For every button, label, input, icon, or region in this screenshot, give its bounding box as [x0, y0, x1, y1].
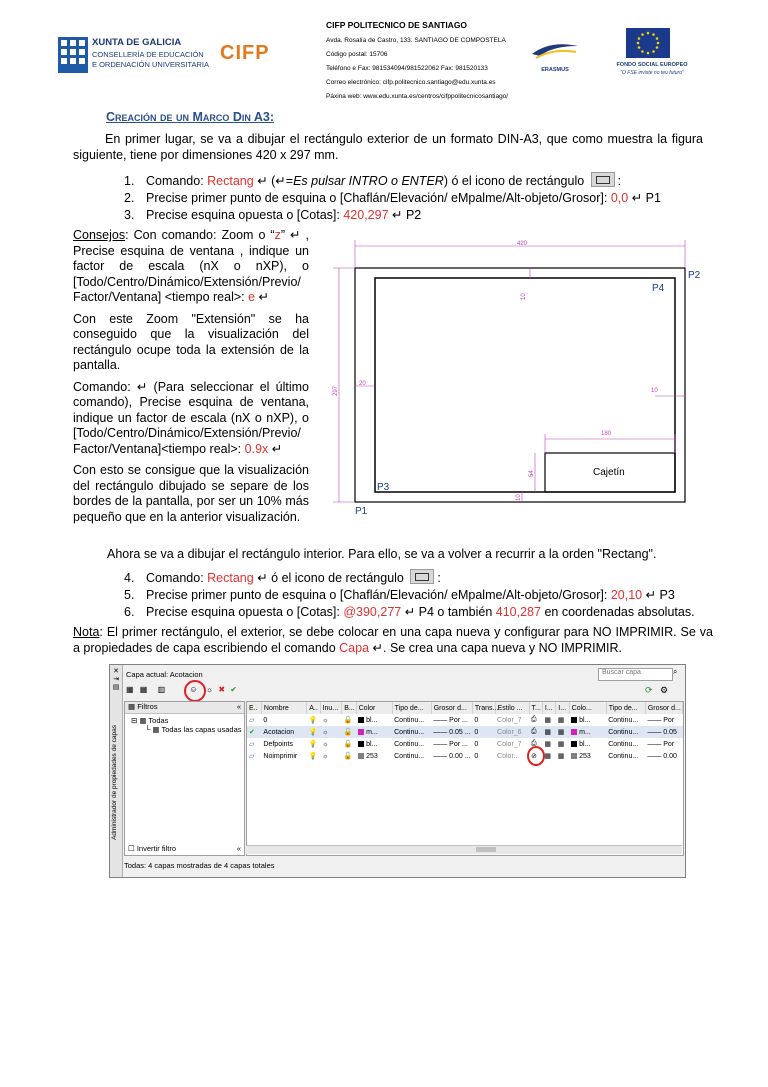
plot-style[interactable]: Color_7	[497, 740, 522, 748]
layer-status-icon[interactable]: ▱	[249, 741, 255, 748]
palette-title: Administrador de propiedades de capas	[111, 725, 118, 840]
column-header[interactable]: I...	[542, 702, 555, 714]
column-header[interactable]: Tipo de...	[606, 702, 645, 714]
filter-icon: ▦	[128, 702, 136, 711]
vp-linetype[interactable]: Continu...	[608, 728, 639, 736]
layer-row[interactable]	[247, 714, 683, 726]
group-filter-icon[interactable]: ▦	[139, 685, 148, 694]
column-header[interactable]: I...	[556, 702, 569, 714]
color-swatch	[571, 717, 577, 723]
properties-icon[interactable]: ▤	[112, 684, 120, 691]
new-vp-freeze-icon[interactable]: ▦	[557, 729, 565, 736]
plot-style[interactable]: Color...	[497, 752, 520, 760]
no-plot-icon[interactable]: ⊘	[529, 750, 542, 762]
layer-name[interactable]: Defpoints	[263, 740, 293, 748]
layer-manager-window	[109, 664, 686, 878]
steps-inner-rect	[124, 569, 724, 621]
column-header[interactable]: Estilo ...	[495, 702, 529, 714]
color-swatch	[571, 729, 577, 735]
steps-outer-rect	[124, 172, 714, 224]
column-header[interactable]: B...	[342, 702, 356, 714]
new-vp-freeze-icon[interactable]: ▦	[557, 741, 565, 748]
layer-name[interactable]: 0	[263, 716, 268, 724]
erasmus-logo: ERASMUS	[530, 38, 580, 78]
filters-header: Filtros	[137, 702, 158, 711]
consejos-p2: Con este Zoom "Extensión" se ha conseguido que la visualización del rectángulo ocupe toda la extensión de la pantalla.	[73, 311, 309, 372]
dim-180: 180	[601, 431, 612, 437]
step-item: 6. Precise esquina opuesta o [Cotas]: @390,277 ↵ P4 o también 410,287 en coordenadas absolutas.	[124, 605, 695, 619]
layer-row[interactable]	[247, 726, 683, 738]
new-filter-icon[interactable]: ▦	[126, 685, 134, 694]
color-swatch	[571, 753, 577, 759]
dim-297: 297	[333, 385, 339, 396]
dim-10-bottom: 10	[516, 494, 522, 501]
dim-20: 20	[359, 381, 366, 387]
plot-style[interactable]: Color_6	[497, 728, 522, 736]
layer-lineweight[interactable]: —— 0.05 ...	[433, 728, 471, 736]
layer-linetype[interactable]: Continu...	[394, 728, 425, 736]
column-header[interactable]: Grosor d...	[645, 702, 682, 714]
layer-linetype[interactable]: Continu...	[394, 716, 425, 724]
school-info	[326, 18, 536, 102]
section-title: Creación de un Marco Din A3:	[106, 110, 275, 124]
vp-freeze-icon[interactable]: ▦	[544, 753, 552, 760]
fse-logo: FONDO SOCIAL EUROPEO "O FSE inviste no teu futuro"	[606, 28, 698, 80]
column-header[interactable]: E..	[247, 702, 261, 714]
search-icon[interactable]: ⌕	[673, 667, 678, 676]
layer-search-input[interactable]: Buscar capa	[598, 668, 673, 681]
rectangle-tool-icon	[410, 569, 434, 584]
consejos-p3: Comando: ↵ (Para seleccionar el último comando), Precise esquina de ventana, indique un factor de escala (nX o nXP), o [Todo/Centro/Dinámico/Extensión/Previo/ Factor/Ventana]<tiempo real>: 0.9x ↵	[73, 379, 309, 456]
layer-color[interactable]: bl...	[356, 738, 392, 750]
delete-layer-icon[interactable]: ✖	[218, 685, 226, 694]
layer-row[interactable]	[247, 738, 683, 750]
lock-icon[interactable]: 🔓	[343, 741, 353, 748]
plot-icon[interactable]: ⎙	[531, 728, 537, 735]
vp-lineweight[interactable]: —— 0.05	[647, 728, 677, 736]
current-layer-label: Capa actual: Acotacion	[126, 670, 203, 679]
layer-lineweight[interactable]: —— 0.00 ...	[433, 752, 471, 760]
layer-lineweight[interactable]: —— Por ...	[433, 716, 468, 724]
consejos-p4: Con esto se consigue que la visualización del rectángulo dibujado se separe de los bordes de la pantalla, por ser un 10% más pequeño que en la anterior visualización.	[73, 463, 309, 524]
highlight-circle	[184, 680, 206, 702]
tree-all[interactable]: ⊟ ▦ Todas	[131, 716, 169, 725]
column-header[interactable]: Colo...	[569, 702, 606, 714]
set-current-icon[interactable]: ✔	[230, 685, 237, 694]
filter-tree-panel	[124, 701, 245, 856]
freeze-icon[interactable]: ☼	[322, 728, 329, 736]
new-vp-freeze-icon[interactable]: ▦	[557, 717, 565, 724]
cajetin-label: Cajetín	[593, 467, 625, 478]
on-off-icon[interactable]: 💡	[308, 717, 318, 724]
vp-freeze-icon[interactable]: ▦	[544, 717, 552, 724]
layer-transparency[interactable]: 0	[474, 752, 479, 760]
vp-color[interactable]: bl...	[569, 714, 606, 726]
collapse-icon[interactable]: «	[236, 702, 241, 711]
step-item: 1. Comando: Rectang ↵ (↵=Es pulsar INTRO o ENTER) ó el icono de rectángulo :	[124, 174, 622, 188]
school-phone: Teléfono e Fax: 981534094/981522062 Fax: 981520133	[326, 65, 488, 72]
column-header[interactable]: A..	[307, 702, 320, 714]
palette-side-strip	[110, 665, 123, 877]
vp-lineweight[interactable]: —— Por	[647, 716, 675, 724]
color-swatch	[358, 741, 364, 747]
xunta-conselleria: CONSELLERÍA DE EDUCACIÓN	[92, 50, 204, 59]
layer-linetype[interactable]: Continu...	[394, 740, 425, 748]
lock-icon[interactable]: 🔓	[343, 729, 353, 736]
layer-status-icon[interactable]: ▱	[249, 717, 255, 724]
vp-lineweight[interactable]: —— Por	[647, 740, 675, 748]
layer-linetype[interactable]: Continu...	[394, 752, 425, 760]
on-off-icon[interactable]: 💡	[308, 753, 318, 760]
vp-lineweight[interactable]: —— 0.00	[647, 752, 677, 760]
vp-linetype[interactable]: Continu...	[608, 752, 639, 760]
layer-color[interactable]: bl...	[356, 714, 392, 726]
column-header[interactable]: Grosor d...	[431, 702, 472, 714]
dim-420: 420	[517, 241, 528, 247]
vp-color[interactable]: m...	[569, 726, 606, 738]
invert-filter-checkbox[interactable]: ☐ Invertir filtro	[128, 844, 176, 853]
scrollbar-thumb[interactable]	[476, 847, 496, 852]
vp-linetype[interactable]: Continu...	[608, 716, 639, 724]
column-header[interactable]: Color	[356, 702, 392, 714]
collapse-icon[interactable]: «	[236, 844, 241, 853]
erasmus-swoosh-icon	[530, 38, 580, 60]
school-name: CIFP POLITECNICO DE SANTIAGO	[326, 20, 468, 30]
step-item: 4. Comando: Rectang ↵ ó el icono de rectángulo :	[124, 571, 441, 585]
vp-freeze-icon[interactable]: ▦	[544, 729, 552, 736]
step-item: 3. Precise esquina opuesta o [Cotas]: 420,297 ↵ P2	[124, 208, 422, 222]
column-header[interactable]: T...	[529, 702, 542, 714]
highlight-circle	[527, 746, 545, 766]
column-header[interactable]: Nombre	[261, 702, 306, 714]
plot-icon[interactable]: ⎙	[531, 716, 537, 723]
layer-list	[246, 701, 684, 856]
new-vp-frozen-layer-icon[interactable]: ☼	[205, 685, 214, 694]
column-header[interactable]: Tipo de...	[392, 702, 431, 714]
tree-used[interactable]: └ ▦ Todas las capas usadas	[145, 725, 242, 734]
layer-transparency[interactable]: 0	[474, 740, 479, 748]
freeze-icon[interactable]: ☼	[322, 740, 329, 748]
vp-linetype[interactable]: Continu...	[608, 740, 639, 748]
vp-freeze-icon[interactable]: ▦	[544, 741, 552, 748]
dim-10-right: 10	[651, 388, 658, 394]
intro-paragraph: En primer lugar, se va a dibujar el rectángulo exterior de un formato DIN-A3, que como muestra la figura siguiente, tiene por dimensiones 420 x 297 mm.	[73, 132, 703, 162]
layer-lineweight[interactable]: —— Por ...	[433, 740, 468, 748]
layer-name[interactable]: Acotacion	[263, 728, 295, 736]
plot-icon[interactable]: ⎙	[531, 740, 537, 747]
din-a3-drawing	[325, 236, 715, 518]
settings-icon[interactable]: ⚙	[660, 685, 669, 695]
freeze-icon[interactable]: ☼	[322, 716, 329, 724]
color-swatch	[358, 753, 364, 759]
point-p4: P4	[652, 283, 665, 294]
layer-color[interactable]: m...	[356, 726, 392, 738]
layer-table	[247, 702, 683, 762]
freeze-icon[interactable]: ☼	[322, 752, 329, 760]
current-layer-icon[interactable]: ✔	[249, 729, 255, 736]
school-postal: Código postal: 15706	[326, 51, 388, 58]
lock-icon[interactable]: 🔓	[343, 753, 353, 760]
new-layer-icon[interactable]: ☺	[189, 685, 199, 694]
color-swatch	[571, 741, 577, 747]
point-p2: P2	[688, 270, 701, 281]
nota-paragraph: Nota: El primer rectángulo, el exterior, se debe colocar en una capa nueva y configurar para NO IMPRIMIR. Se va a propiedades de capa escribiendo el comando Capa ↵. Se crea una capa nueva y NO IMPRIMIR.	[73, 625, 713, 655]
dim-54: 54	[529, 470, 535, 477]
column-header[interactable]: Trans...	[472, 702, 495, 714]
step-item: 5. Precise primer punto de esquina o [Chaflán/Elevación/ eMpalme/Alt-objeto/Grosor]: 20,10 ↵ P3	[124, 588, 675, 602]
vp-color[interactable]: bl...	[569, 738, 606, 750]
cifp-logo: CIFP	[220, 42, 270, 64]
column-header[interactable]: Inu...	[320, 702, 342, 714]
color-swatch	[358, 717, 364, 723]
lock-icon[interactable]: 🔓	[343, 717, 353, 724]
close-icon[interactable]: ✕	[113, 668, 119, 675]
step-item: 2. Precise primer punto de esquina o [Chaflán/Elevación/ eMpalme/Alt-objeto/Grosor]: 0,0 ↵ P1	[124, 191, 661, 205]
layer-transparency[interactable]: 0	[474, 728, 479, 736]
layer-color[interactable]: 253	[356, 750, 392, 762]
refresh-icon[interactable]: ⟳	[645, 685, 653, 695]
color-swatch	[358, 729, 364, 735]
status-text: Todas: 4 capas mostradas de 4 capas totales	[124, 861, 275, 870]
rectangle-tool-icon	[591, 172, 615, 187]
on-off-icon[interactable]: 💡	[308, 729, 318, 736]
layer-transparency[interactable]: 0	[474, 716, 479, 724]
plot-style[interactable]: Color_7	[497, 716, 522, 724]
new-vp-freeze-icon[interactable]: ▦	[557, 753, 565, 760]
layer-status-icon[interactable]: ▱	[249, 753, 255, 760]
layer-row[interactable]	[247, 750, 683, 762]
on-off-icon[interactable]: 💡	[308, 741, 318, 748]
consejos-p1: Consejos: Con comando: Zoom o “z” ↵ , Precise esquina de ventana , indique un factor de escala (nX o nXP), o [Todo/Centro/Dinámico/Extensión/Previo/ Factor/Ventana] <tiempo real>: e ↵	[73, 228, 309, 304]
state-manager-icon[interactable]: ▥	[157, 685, 166, 694]
xunta-name: XUNTA DE GALICIA	[92, 37, 182, 48]
vp-color[interactable]: 253	[569, 750, 606, 762]
dim-10-top: 10	[521, 293, 527, 300]
layer-name[interactable]: Noimprimir	[263, 752, 298, 760]
xunta-logo	[58, 37, 218, 79]
eu-flag-icon	[626, 28, 670, 58]
xunta-ordenacion: E ORDENACIÓN UNIVERSITARIA	[92, 60, 209, 69]
school-web: Páxina web: www.edu.xunta.es/centros/cifppolitecnicosantiago/	[326, 93, 509, 100]
xunta-emblem-icon	[58, 37, 88, 73]
horizontal-scrollbar[interactable]	[246, 845, 682, 854]
point-p1: P1	[355, 506, 368, 517]
autohide-icon[interactable]: ⇥	[113, 676, 119, 683]
para-inner-rect: Ahora se va a dibujar el rectángulo interior. Para ello, se va a volver a recurrir a la orden "Rectang".	[107, 547, 657, 561]
layer-toolbar	[126, 685, 237, 699]
consejos-column	[73, 228, 309, 525]
point-p3: P3	[377, 482, 390, 493]
school-email: Correo electrónico: cifp.politecnico.santiago@edu.xunta.es	[326, 79, 496, 86]
school-address: Avda. Rosalía de Castro, 133. SANTIAGO DE COMPOSTELA	[326, 37, 506, 44]
